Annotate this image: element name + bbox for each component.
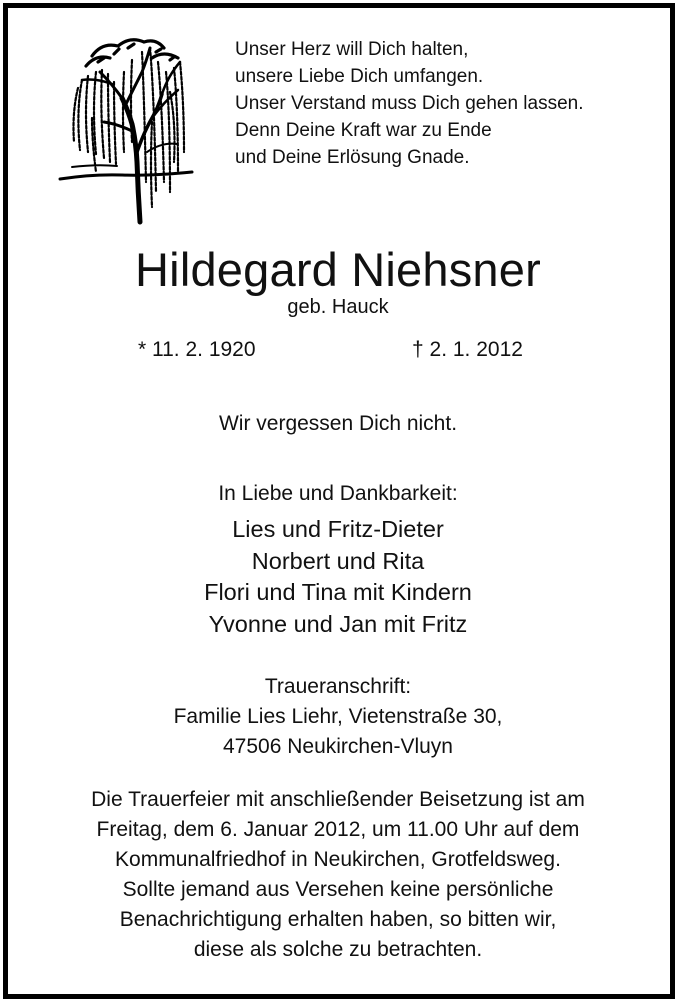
- mourner: Flori und Tina mit Kindern: [204, 579, 472, 605]
- poem-line: Unser Verstand muss Dich gehen lassen.: [235, 93, 584, 114]
- mourner: Norbert und Rita: [251, 547, 425, 574]
- mourner: Lies und Fritz-Dieter: [232, 516, 444, 542]
- notice-line: Benachrichtigung erhalten haben, so bitten wir,: [119, 908, 557, 931]
- funeral-info: [8, 785, 668, 875]
- notice-line: diese als solche zu betrachten.: [193, 938, 483, 961]
- death-date: † 2. 1. 2012: [412, 338, 523, 361]
- funeral-line: Die Trauerfeier mit anschließender Beisetzung ist am: [91, 788, 585, 811]
- funeral-line: Freitag, dem 6. Januar 2012, um 11.00 Uhr auf dem: [96, 818, 580, 841]
- mourner: Yvonne und Jan mit Fritz: [208, 610, 468, 637]
- poem-line: unsere Liebe Dich umfangen.: [235, 66, 484, 87]
- poem: [235, 36, 655, 171]
- address-line: 47506 Neukirchen-Vluyn: [223, 735, 453, 758]
- birth-date: * 11. 2. 1920: [138, 338, 256, 361]
- notice-line: Sollte jemand aus Versehen keine persönliche: [122, 878, 554, 901]
- mourning-address: [8, 672, 668, 762]
- deceased-name: Hildegard Niehsner: [135, 243, 541, 296]
- gratitude-heading: In Liebe und Dankbarkeit:: [218, 482, 458, 505]
- poem-line: und Deine Erlösung Gnade.: [235, 147, 470, 168]
- funeral-line: Kommunalfriedhof in Neukirchen, Grotfeldsweg.: [115, 848, 561, 871]
- address-heading: Traueranschrift:: [264, 675, 412, 698]
- poem-line: Unser Herz will Dich halten,: [235, 39, 469, 60]
- motto: Wir vergessen Dich nicht.: [218, 412, 458, 435]
- address-line: Familie Lies Liehr, Vietenstraße 30,: [173, 705, 503, 728]
- notification-note: [8, 875, 668, 965]
- maiden-name: geb. Hauck: [287, 296, 389, 318]
- mourners-list: [8, 514, 668, 640]
- poem-line: Denn Deine Kraft war zu Ende: [235, 120, 492, 141]
- weeping-willow-icon: [52, 32, 197, 227]
